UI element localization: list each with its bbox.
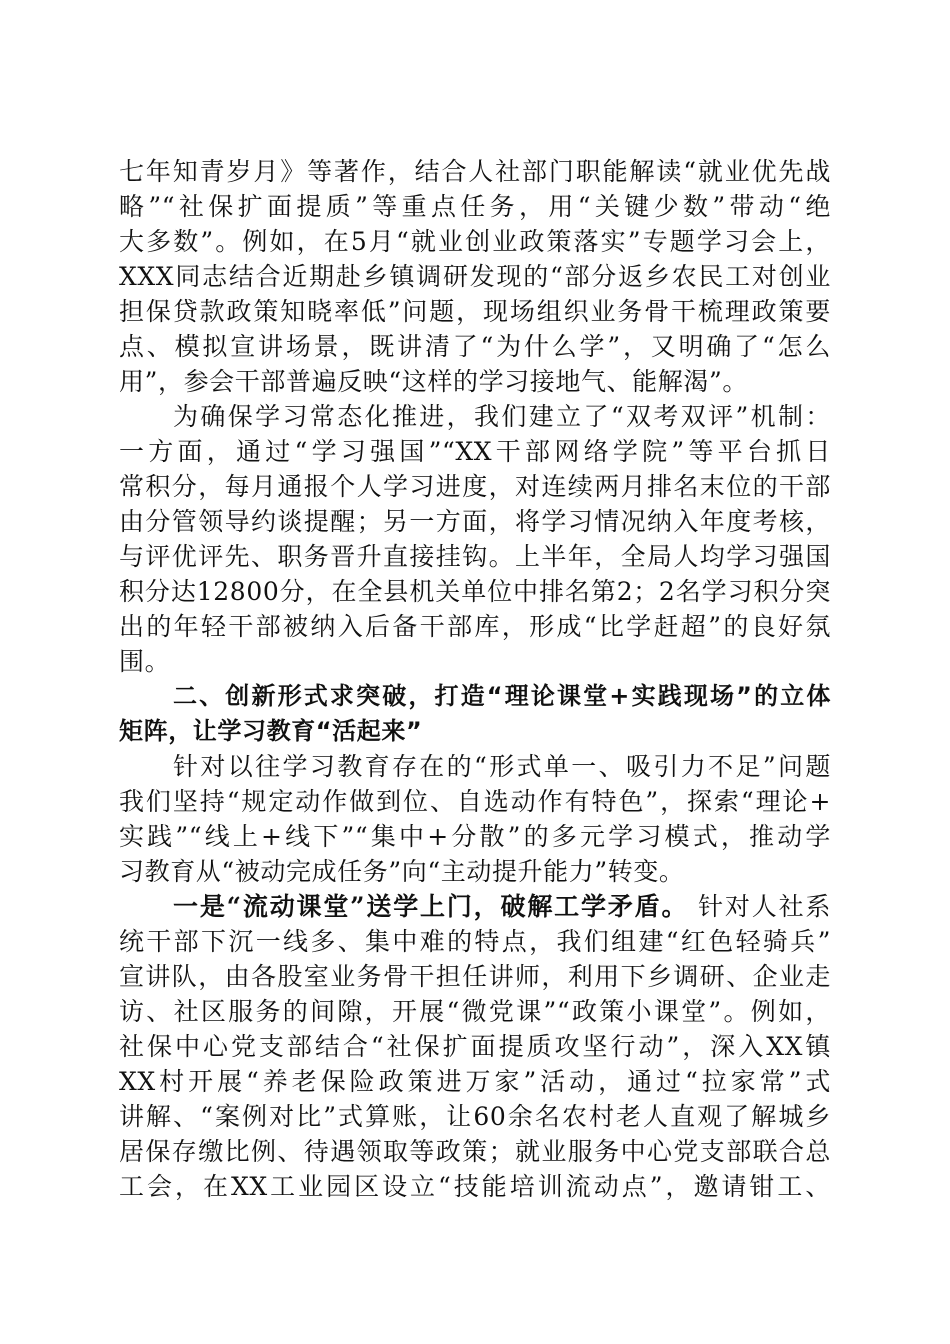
text-line: 一方面，通过“学习强国”“XX干部网络学院”等平台抓日 — [119, 437, 831, 466]
heading-line: 矩阵，让学习教育“活起来” — [119, 717, 423, 745]
body-paragraph — [119, 889, 831, 1204]
text-line: 为确保学习常态化推进，我们建立了“双考双评”机制： — [173, 402, 831, 431]
text-line: 点、模拟宣讲场景，既讲清了“为什么学”，又明确了“怎么 — [119, 332, 831, 361]
text-line: 略”“社保扩面提质”等重点任务，用“关键少数”带动“绝 — [119, 192, 831, 221]
text-line: 由分管领导约谈提醒；另一方面，将学习情况纳入年度考核， — [119, 507, 831, 536]
text-line — [119, 889, 831, 924]
text-line: 社保中心党支部结合“社保扩面提质攻坚行动”，深入XX镇 — [119, 1032, 831, 1061]
text-line: 我们坚持“规定动作做到位、自选动作有特色”，探索“理论+ — [119, 787, 831, 816]
text-line: 实践”“线上+线下”“集中+分散”的多元学习模式，推动学 — [119, 822, 831, 851]
lead-bold-text: 一是“流动课堂”送学上门，破解工学矛盾。 — [173, 892, 689, 921]
text-line: 针对以往学习教育存在的“形式单一、吸引力不足”问题 — [173, 752, 831, 781]
lead-rest-text: 针对人社系 — [688, 892, 831, 921]
body-paragraph — [119, 154, 831, 399]
text-line: 常积分，每月通报个人学习进度，对连续两月排名末位的干部 — [119, 472, 831, 501]
text-line: 统干部下沉一线多、集中难的特点，我们组建“红色轻骑兵” — [119, 927, 831, 956]
document-page — [119, 154, 831, 1204]
body-paragraph — [119, 749, 831, 889]
text-line: 积分达12800分，在全县机关单位中排名第2；2名学习积分突 — [119, 577, 831, 606]
text-line: 担保贷款政策知晓率低”问题，现场组织业务骨干梳理政策要 — [119, 297, 831, 326]
text-line: 围。 — [119, 647, 171, 676]
body-paragraph — [119, 399, 831, 679]
text-line: XX村开展“养老保险政策进万家”活动，通过“拉家常”式 — [119, 1067, 831, 1096]
text-line: 与评优评先、职务晋升直接挂钩。上半年，全局人均学习强国 — [119, 542, 831, 571]
text-line: 大多数”。例如，在5月“就业创业政策落实”专题学习会上， — [119, 227, 831, 256]
heading-line: 二、创新形式求突破，打造“理论课堂+实践现场”的立体 — [173, 682, 831, 710]
text-line: 工会，在XX工业园区设立“技能培训流动点”，邀请钳工、 — [119, 1172, 831, 1201]
text-line: 讲解、“案例对比”式算账，让60余名农村老人直观了解城乡 — [119, 1102, 831, 1131]
text-line: 七年知青岁月》等著作，结合人社部门职能解读“就业优先战 — [119, 157, 831, 186]
section-heading — [119, 679, 831, 749]
text-line: 访、社区服务的间隙，开展“微党课”“政策小课堂”。例如， — [119, 997, 831, 1026]
text-line: XXX同志结合近期赴乡镇调研发现的“部分返乡农民工对创业 — [119, 262, 831, 291]
text-line: 出的年轻干部被纳入后备干部库，形成“比学赶超”的良好氛 — [119, 612, 831, 641]
text-line: 居保存缴比例、待遇领取等政策；就业服务中心党支部联合总 — [119, 1137, 831, 1166]
text-line: 习教育从“被动完成任务”向“主动提升能力”转变。 — [119, 857, 685, 886]
text-line: 宣讲队，由各股室业务骨干担任讲师，利用下乡调研、企业走 — [119, 962, 831, 991]
text-line: 用”，参会干部普遍反映“这样的学习接地气、能解渴”。 — [119, 367, 748, 396]
